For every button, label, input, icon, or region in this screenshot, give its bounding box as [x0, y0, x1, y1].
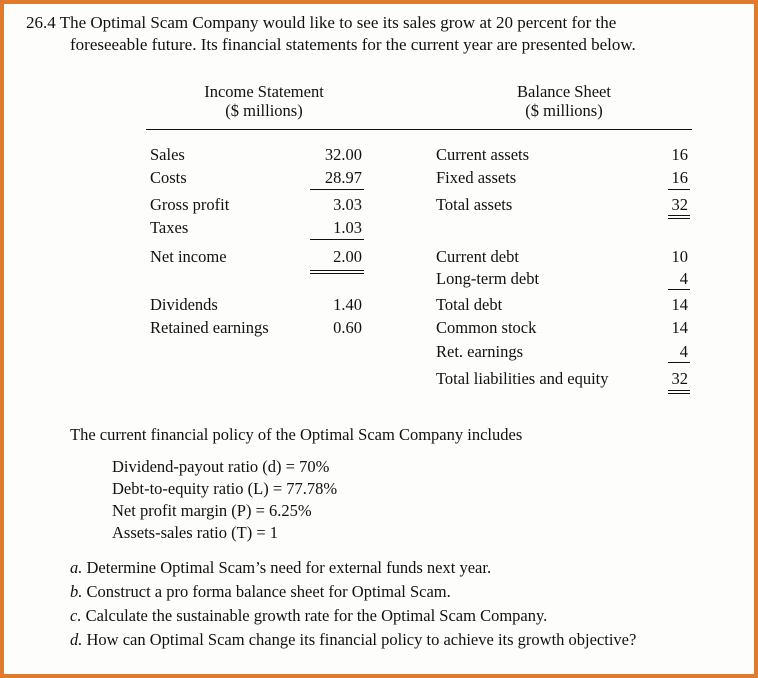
question-text: Construct a pro forma balance sheet for Optimal Scam.: [86, 582, 451, 601]
question-c: [70, 605, 547, 626]
is-label-dividends: Dividends: [150, 295, 218, 314]
policy-item-assets-sales: Assets-sales ratio (T) = 1: [112, 523, 279, 542]
is-value-sales: 32.00: [324, 145, 362, 164]
bs-label-ret-earnings: Ret. earnings: [436, 342, 524, 361]
balance-sheet-units: ($ millions): [525, 101, 603, 120]
bs-value-current-debt: 10: [671, 247, 688, 266]
is-double-rule-net-income: [310, 270, 364, 274]
is-rule-taxes: [310, 239, 364, 240]
is-value-net-income: 2.00: [333, 247, 362, 266]
header-rule: [146, 129, 692, 130]
bs-value-ret-earnings: 4: [679, 342, 688, 361]
bs-label-current-assets: Current assets: [436, 145, 530, 164]
is-value-retained-earnings: 0.60: [333, 318, 362, 337]
problem-intro-line2: foreseeable future. Its financial statements for the current year are presented below.: [70, 35, 636, 54]
policy-item-dividend-payout: Dividend-payout ratio (d) = 70%: [112, 457, 330, 476]
is-label-sales: Sales: [150, 145, 185, 164]
bs-value-total-liabilities-equity: 32: [671, 369, 688, 388]
question-letter: b.: [70, 582, 83, 601]
bs-value-fixed-assets: 16: [671, 168, 688, 187]
income-statement-units: ($ millions): [225, 101, 303, 120]
policy-item-debt-to-equity: Debt-to-equity ratio (L) = 77.78%: [112, 479, 338, 498]
bs-value-current-assets: 16: [671, 145, 688, 164]
bs-rule-fixed-assets: [668, 189, 690, 190]
bs-label-long-term-debt: Long-term debt: [436, 269, 540, 288]
bs-label-total-debt: Total debt: [436, 295, 503, 314]
bs-value-common-stock: 14: [671, 318, 688, 337]
bs-label-common-stock: Common stock: [436, 318, 537, 337]
question-d: [70, 629, 636, 650]
question-text: Calculate the sustainable growth rate for the Optimal Scam Company.: [85, 606, 548, 625]
bs-value-long-term-debt: 4: [679, 269, 688, 288]
question-a: [70, 557, 491, 578]
question-b: [70, 581, 451, 602]
is-rule-costs: [310, 189, 364, 190]
bs-label-total-liabilities-equity: Total liabilities and equity: [436, 369, 609, 388]
question-text: How can Optimal Scam change its financial policy to achieve its growth objective?: [86, 630, 637, 649]
policy-item-net-profit-margin: Net profit margin (P) = 6.25%: [112, 501, 312, 520]
balance-sheet-title: Balance Sheet: [517, 82, 611, 101]
is-label-retained-earnings: Retained earnings: [150, 318, 269, 337]
question-text: Determine Optimal Scam’s need for external funds next year.: [86, 558, 492, 577]
bs-value-total-debt: 14: [671, 295, 688, 314]
question-letter: c.: [70, 606, 82, 625]
bs-rule-long-term-debt: [668, 289, 690, 290]
is-value-dividends: 1.40: [333, 295, 362, 314]
policy-intro: The current financial policy of the Optimal Scam Company includes: [70, 425, 523, 444]
is-value-taxes: 1.03: [333, 218, 362, 237]
bs-label-fixed-assets: Fixed assets: [436, 168, 517, 187]
question-letter: d.: [70, 630, 83, 649]
question-letter: a.: [70, 558, 83, 577]
bs-double-rule-total: [668, 390, 690, 394]
is-label-net-income: Net income: [150, 247, 227, 266]
intro-text-1: The Optimal Scam Company would like to see its sales grow at 20 percent for the: [59, 13, 617, 32]
is-value-gross-profit: 3.03: [333, 195, 362, 214]
problem-number: 26.4: [26, 13, 56, 32]
income-statement-title: Income Statement: [204, 82, 324, 101]
bs-label-total-assets: Total assets: [436, 195, 513, 214]
bs-label-current-debt: Current debt: [436, 247, 519, 266]
is-value-costs: 28.97: [324, 168, 362, 187]
is-label-costs: Costs: [150, 168, 187, 187]
bs-double-rule-total-assets: [668, 215, 690, 219]
bs-rule-ret-earnings: [668, 362, 690, 363]
is-label-taxes: Taxes: [150, 218, 189, 237]
problem-intro-line1: [26, 12, 616, 33]
is-label-gross-profit: Gross profit: [150, 195, 230, 214]
bs-value-total-assets: 32: [671, 195, 688, 214]
